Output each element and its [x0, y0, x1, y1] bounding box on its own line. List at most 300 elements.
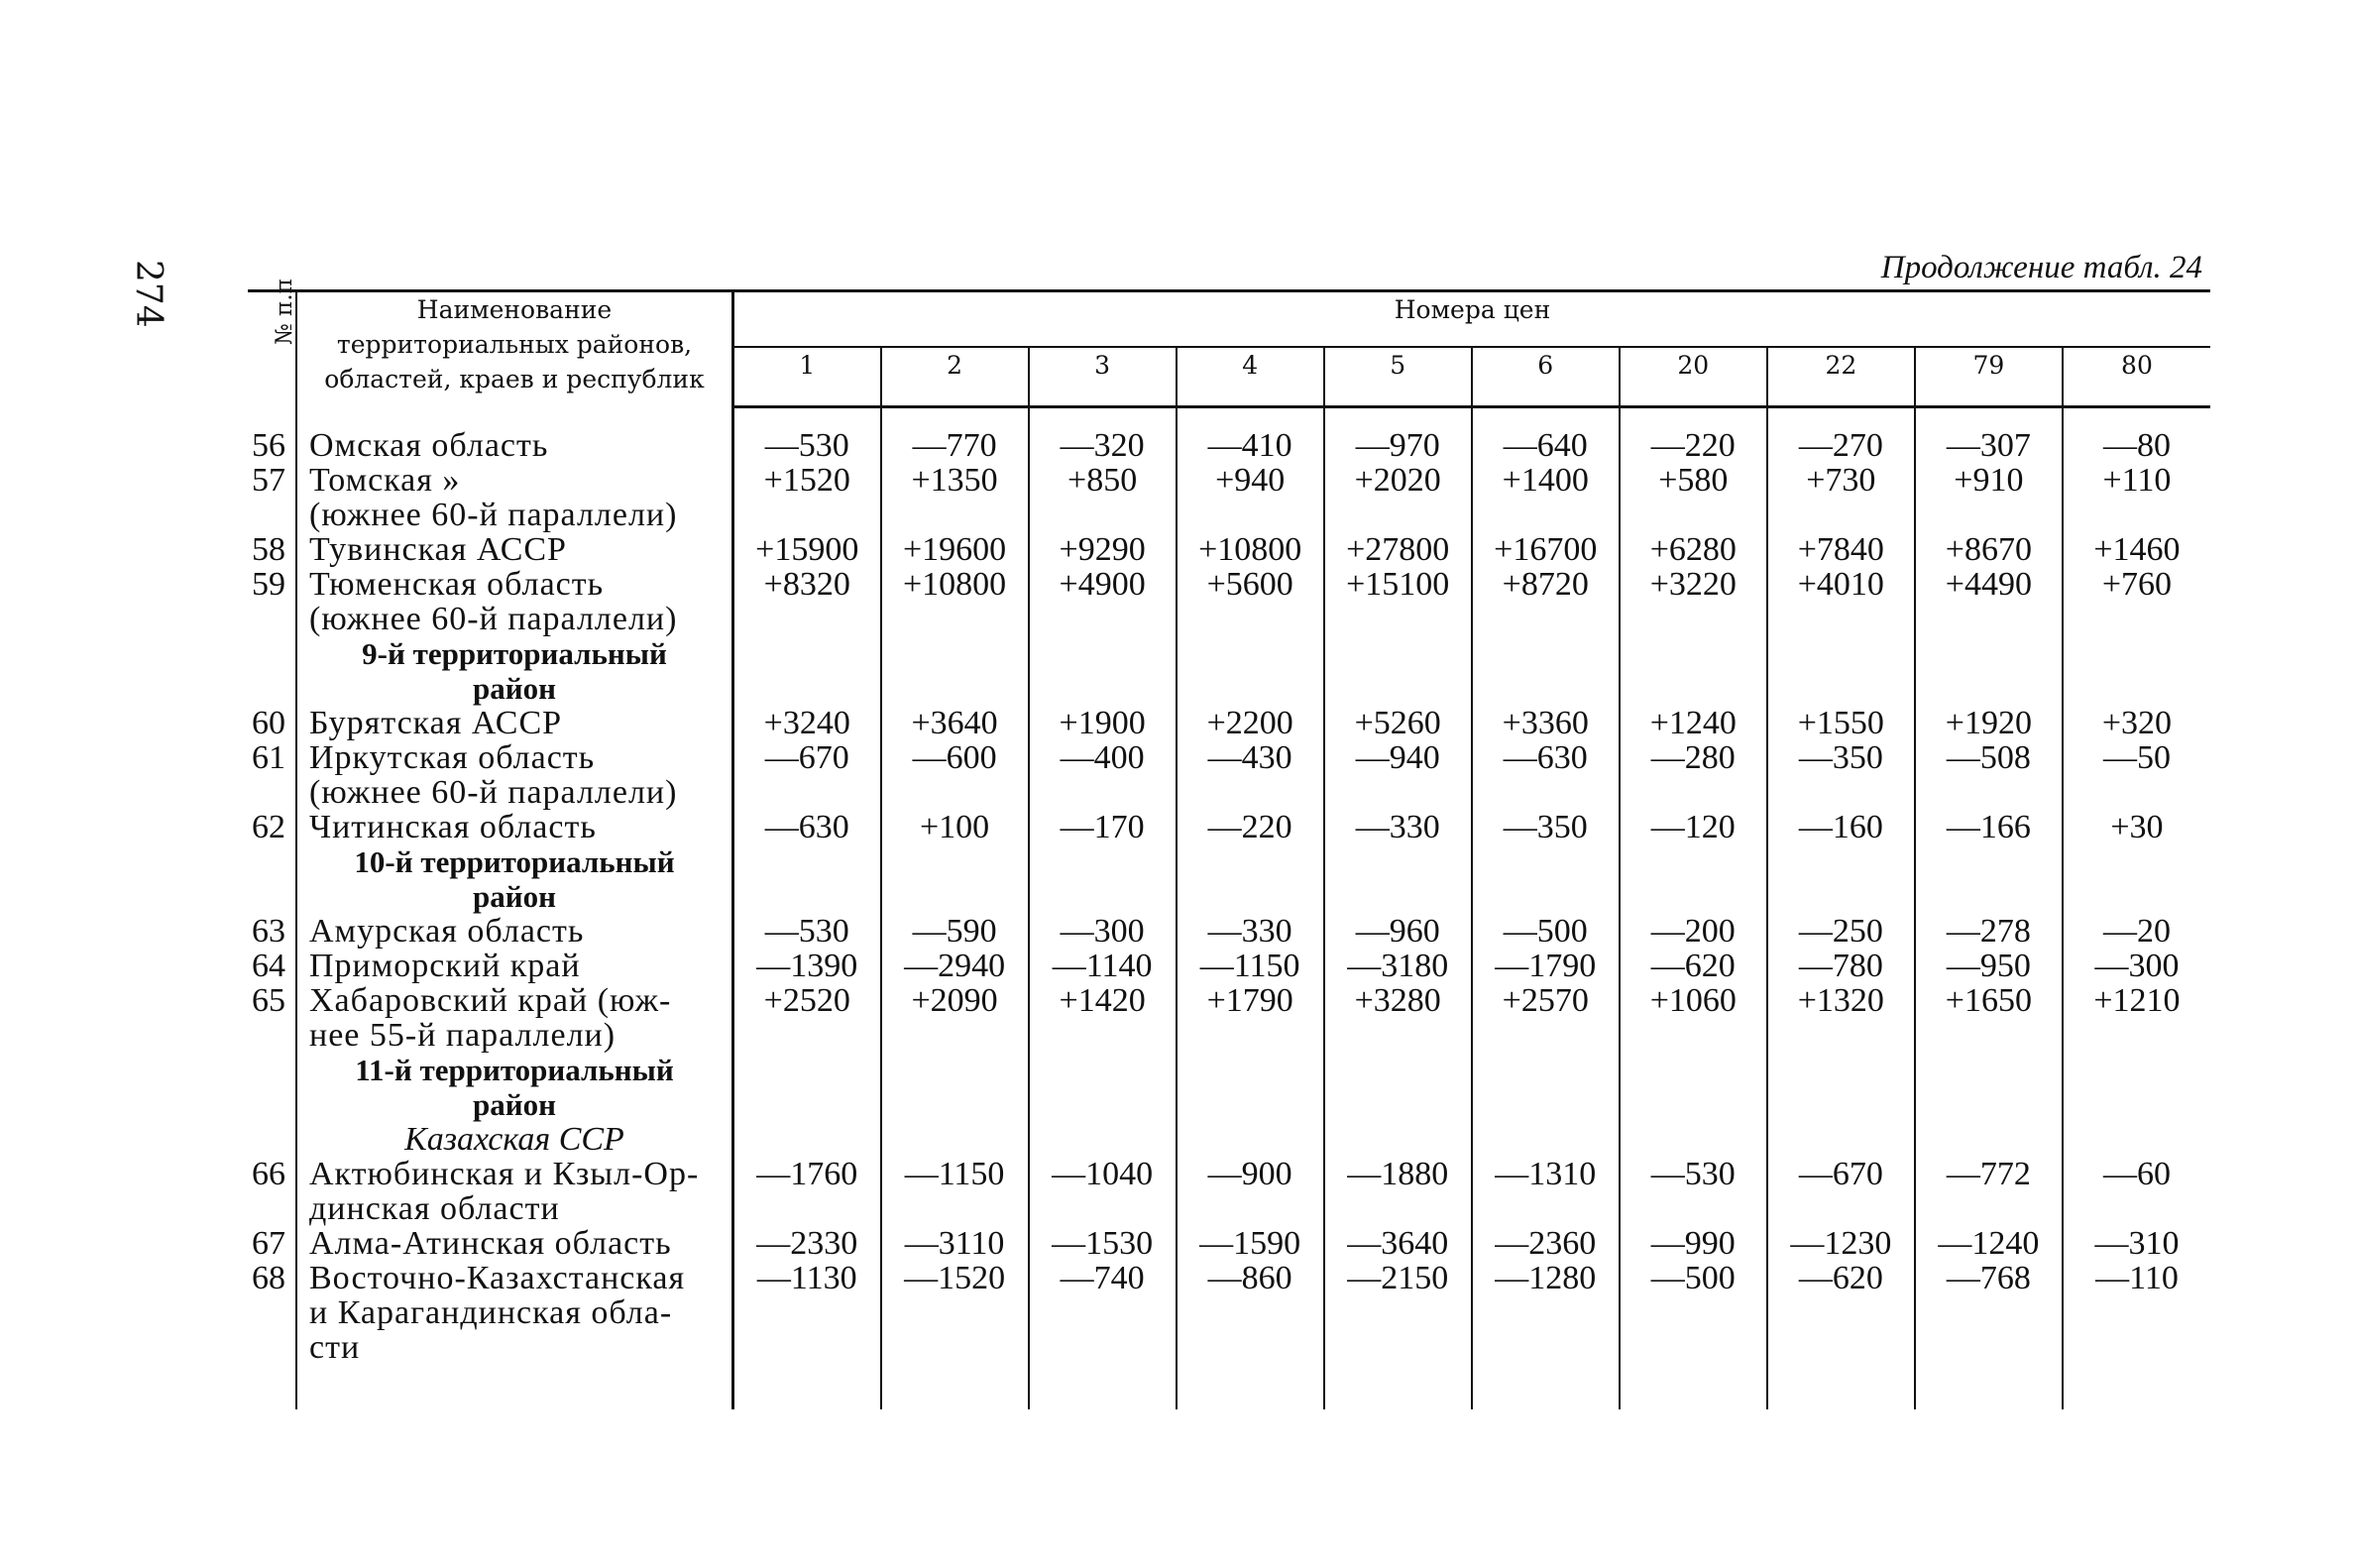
value-cell	[2063, 602, 2210, 636]
table-row	[248, 740, 2210, 775]
value-cell	[1620, 671, 1767, 706]
region-name: Тюменская область	[296, 567, 733, 602]
table-row	[248, 914, 2210, 949]
value-cell: —2150	[1324, 1261, 1472, 1295]
value-cell	[1915, 775, 2063, 810]
value-cell	[1177, 844, 1324, 879]
value-cell: —3180	[1324, 949, 1472, 983]
value-cell	[1620, 1191, 1767, 1226]
table-row	[248, 983, 2210, 1018]
row-number: 60	[248, 706, 296, 740]
value-cell: +1320	[1767, 983, 1915, 1018]
value-cell: —410	[1177, 428, 1324, 463]
value-cell	[733, 1122, 881, 1157]
region-name: Амурская область	[296, 914, 733, 949]
table-row	[248, 671, 2210, 706]
value-cell: —120	[1620, 810, 1767, 844]
value-cell: +5260	[1324, 706, 1472, 740]
value-cell	[1915, 1053, 2063, 1087]
value-cell: +2200	[1177, 706, 1324, 740]
row-number	[248, 602, 296, 636]
spacer-cell	[881, 407, 1029, 429]
value-cell	[1324, 1087, 1472, 1122]
value-cell: +1060	[1620, 983, 1767, 1018]
value-cell	[733, 1191, 881, 1226]
value-cell: —670	[1767, 1157, 1915, 1191]
table-row	[248, 428, 2210, 463]
value-cell	[1472, 1053, 1620, 1087]
value-cell	[1767, 1087, 1915, 1122]
row-number	[248, 1087, 296, 1122]
row-number	[248, 1295, 296, 1330]
value-cell: +3280	[1324, 983, 1472, 1018]
value-cell	[881, 1191, 1029, 1226]
table-row	[248, 810, 2210, 844]
row-number	[248, 775, 296, 810]
spacer-cell	[1324, 407, 1472, 429]
value-cell: +100	[881, 810, 1029, 844]
value-cell: —400	[1029, 740, 1177, 775]
value-cell	[1029, 1330, 1177, 1365]
row-number	[248, 498, 296, 532]
value-cell	[1620, 602, 1767, 636]
value-cell	[1472, 498, 1620, 532]
value-cell: —740	[1029, 1261, 1177, 1295]
value-cell	[881, 1087, 1029, 1122]
value-cell	[1767, 1295, 1915, 1330]
spacer-cell	[1324, 1365, 1472, 1409]
spacer-cell	[1915, 1365, 2063, 1409]
row-number: 65	[248, 983, 296, 1018]
value-cell	[1767, 1330, 1915, 1365]
value-cell	[1324, 1018, 1472, 1053]
row-number: 67	[248, 1226, 296, 1261]
value-cell: —20	[2063, 914, 2210, 949]
value-cell	[1177, 1053, 1324, 1087]
value-cell: —500	[1620, 1261, 1767, 1295]
value-cell: —1530	[1029, 1226, 1177, 1261]
value-cell	[1620, 1018, 1767, 1053]
spacer-cell	[1177, 407, 1324, 429]
value-cell	[1029, 775, 1177, 810]
value-cell	[733, 1330, 881, 1365]
value-cell: —780	[1767, 949, 1915, 983]
value-cell: +3640	[881, 706, 1029, 740]
value-cell: —3640	[1324, 1226, 1472, 1261]
value-cell: —630	[1472, 740, 1620, 775]
spacer-cell	[1620, 1365, 1767, 1409]
value-cell	[733, 844, 881, 879]
value-cell: +5600	[1177, 567, 1324, 602]
value-cell: +2020	[1324, 463, 1472, 498]
value-cell: —60	[2063, 1157, 2210, 1191]
value-cell	[1177, 1330, 1324, 1365]
header-price-number: 20	[1620, 347, 1767, 407]
value-cell: —768	[1915, 1261, 2063, 1295]
value-cell	[1767, 1122, 1915, 1157]
spacer-cell	[1915, 407, 2063, 429]
value-cell: +1240	[1620, 706, 1767, 740]
region-name: нее 55-й параллели)	[296, 1018, 733, 1053]
value-cell: —300	[1029, 914, 1177, 949]
value-cell	[1029, 602, 1177, 636]
region-name: (южнее 60-й параллели)	[296, 602, 733, 636]
section-heading: район	[296, 1087, 733, 1122]
value-cell	[1767, 1191, 1915, 1226]
value-cell	[1767, 775, 1915, 810]
row-number: 63	[248, 914, 296, 949]
value-cell: —330	[1324, 810, 1472, 844]
value-cell	[1177, 879, 1324, 914]
value-cell	[1177, 498, 1324, 532]
spacer-cell	[2063, 407, 2210, 429]
value-cell	[1620, 1087, 1767, 1122]
spacer-cell	[1177, 1365, 1324, 1409]
subsection-heading: Казахская ССР	[296, 1122, 733, 1157]
region-name: динская области	[296, 1191, 733, 1226]
value-cell: —590	[881, 914, 1029, 949]
value-cell	[1177, 1191, 1324, 1226]
value-cell: —990	[1620, 1226, 1767, 1261]
value-cell	[881, 1018, 1029, 1053]
value-cell: +30	[2063, 810, 2210, 844]
value-cell	[1472, 1330, 1620, 1365]
value-cell: —1280	[1472, 1261, 1620, 1295]
table-row	[248, 775, 2210, 810]
value-cell	[1767, 1018, 1915, 1053]
spacer-cell	[733, 1365, 881, 1409]
value-cell	[733, 879, 881, 914]
value-cell	[1915, 602, 2063, 636]
value-cell	[733, 1087, 881, 1122]
value-cell: —3110	[881, 1226, 1029, 1261]
spacer-cell	[881, 1365, 1029, 1409]
value-cell	[1177, 775, 1324, 810]
region-name: Бурятская АССР	[296, 706, 733, 740]
row-number	[248, 1053, 296, 1087]
value-cell	[1177, 1087, 1324, 1122]
value-cell: —530	[764, 427, 849, 464]
value-cell: +1210	[2063, 983, 2210, 1018]
spacer-cell	[2063, 1365, 2210, 1409]
value-cell: +2520	[763, 982, 850, 1019]
value-cell	[1472, 1295, 1620, 1330]
value-cell	[1767, 1053, 1915, 1087]
table-row	[248, 1330, 2210, 1365]
table-row	[248, 1053, 2210, 1087]
value-cell: —1150	[881, 1157, 1029, 1191]
value-cell	[881, 844, 1029, 879]
row-number	[248, 1018, 296, 1053]
value-cell: —1040	[1029, 1157, 1177, 1191]
value-cell	[1177, 1018, 1324, 1053]
value-cell	[1472, 775, 1620, 810]
value-cell: +110	[2063, 463, 2210, 498]
value-cell: —110	[2063, 1261, 2210, 1295]
value-cell: —1590	[1177, 1226, 1324, 1261]
spacer-cell	[1029, 1365, 1177, 1409]
value-cell	[1324, 1053, 1472, 1087]
section-heading: 9-й территориальный	[296, 636, 733, 671]
price-table	[248, 278, 2210, 1409]
value-cell	[1472, 1087, 1620, 1122]
section-heading: 10-й территориальный	[296, 844, 733, 879]
value-cell: +10800	[881, 567, 1029, 602]
value-cell	[2063, 1330, 2210, 1365]
table-row	[248, 1122, 2210, 1157]
value-cell: +4010	[1767, 567, 1915, 602]
value-cell: +16700	[1472, 532, 1620, 567]
value-cell: —320	[1029, 428, 1177, 463]
table-row	[248, 498, 2210, 532]
table-row	[248, 1295, 2210, 1330]
value-cell: +3240	[763, 705, 850, 741]
value-cell	[1324, 671, 1472, 706]
value-cell: +1350	[881, 463, 1029, 498]
value-cell: —2940	[881, 949, 1029, 983]
value-cell: +4490	[1915, 567, 2063, 602]
value-cell: +1460	[2063, 532, 2210, 567]
value-cell: —600	[881, 740, 1029, 775]
value-cell: +19600	[881, 532, 1029, 567]
value-cell	[1472, 671, 1620, 706]
value-cell: +15100	[1324, 567, 1472, 602]
header-price-number: 22	[1767, 347, 1915, 407]
value-cell	[2063, 1018, 2210, 1053]
value-cell: +2090	[881, 983, 1029, 1018]
value-cell	[1767, 844, 1915, 879]
value-cell	[1915, 1087, 2063, 1122]
value-cell	[1472, 1018, 1620, 1053]
value-cell: —1760	[756, 1156, 858, 1192]
value-cell: +580	[1620, 463, 1767, 498]
value-cell	[733, 1053, 881, 1087]
row-number: 61	[248, 740, 296, 775]
value-cell	[1620, 1122, 1767, 1157]
value-cell	[1472, 844, 1620, 879]
value-cell	[1472, 602, 1620, 636]
row-number: 64	[248, 949, 296, 983]
page-number: 274	[128, 260, 168, 328]
table-row	[248, 567, 2210, 602]
region-name: (южнее 60-й параллели)	[296, 775, 733, 810]
value-cell: —960	[1324, 914, 1472, 949]
value-cell: +3360	[1472, 706, 1620, 740]
spacer-cell	[1767, 1365, 1915, 1409]
value-cell	[1029, 844, 1177, 879]
table-body	[248, 407, 2210, 1410]
value-cell: —310	[2063, 1226, 2210, 1261]
value-cell	[1324, 1191, 1472, 1226]
value-cell	[1472, 636, 1620, 671]
value-cell	[2063, 844, 2210, 879]
value-cell: —50	[2063, 740, 2210, 775]
value-cell: +1550	[1767, 706, 1915, 740]
region-name: Тувинская АССР	[296, 532, 733, 567]
value-cell	[1767, 636, 1915, 671]
value-cell: +1400	[1472, 463, 1620, 498]
value-cell	[1915, 1295, 2063, 1330]
value-cell	[733, 671, 881, 706]
value-cell	[881, 1295, 1029, 1330]
value-cell	[1915, 1191, 2063, 1226]
region-name: Алма-Атинская область	[296, 1226, 733, 1261]
value-cell	[1915, 498, 2063, 532]
header-name: Наименование территориальных районов, областей, краев и республик	[296, 291, 733, 407]
value-cell: +1920	[1915, 706, 2063, 740]
value-cell	[1029, 1191, 1177, 1226]
table-row	[248, 844, 2210, 879]
spacer-cell	[248, 1365, 296, 1409]
value-cell: —670	[764, 739, 849, 776]
row-number: 66	[248, 1157, 296, 1191]
region-name: (южнее 60-й параллели)	[296, 498, 733, 532]
value-cell	[1029, 671, 1177, 706]
value-cell: —860	[1177, 1261, 1324, 1295]
row-number	[248, 671, 296, 706]
value-cell	[1324, 1122, 1472, 1157]
value-cell: —940	[1324, 740, 1472, 775]
header-price-number: 5	[1324, 347, 1472, 407]
value-cell	[1324, 844, 1472, 879]
value-cell	[1915, 879, 2063, 914]
value-cell	[1915, 1018, 2063, 1053]
value-cell: —530	[764, 913, 849, 950]
value-cell: —350	[1472, 810, 1620, 844]
value-cell: —270	[1767, 428, 1915, 463]
header-price-number: 80	[2063, 347, 2210, 407]
table-row	[248, 463, 2210, 498]
row-number	[248, 636, 296, 671]
value-cell: +1900	[1029, 706, 1177, 740]
section-heading: 11-й территориальный	[296, 1053, 733, 1087]
table-row	[248, 1191, 2210, 1226]
value-cell	[733, 1295, 881, 1330]
value-cell	[1620, 1295, 1767, 1330]
value-cell	[1324, 775, 1472, 810]
header-price-number: 79	[1915, 347, 2063, 407]
value-cell: —1790	[1472, 949, 1620, 983]
table-row	[248, 1261, 2210, 1295]
value-cell	[1620, 636, 1767, 671]
row-number	[248, 1122, 296, 1157]
value-cell	[1915, 1122, 2063, 1157]
header-price-number: 4	[1177, 347, 1324, 407]
value-cell: —220	[1620, 428, 1767, 463]
value-cell	[1767, 879, 1915, 914]
value-cell	[881, 602, 1029, 636]
value-cell: —530	[1620, 1157, 1767, 1191]
table-row	[248, 1157, 2210, 1191]
spacer-cell	[248, 407, 296, 429]
value-cell: —350	[1767, 740, 1915, 775]
row-number	[248, 844, 296, 879]
value-cell: +1790	[1177, 983, 1324, 1018]
header-no: № п.п	[248, 291, 296, 407]
spacer-cell	[1767, 407, 1915, 429]
value-cell	[2063, 1087, 2210, 1122]
value-cell	[2063, 1122, 2210, 1157]
value-cell	[2063, 1295, 2210, 1330]
value-cell	[2063, 1053, 2210, 1087]
value-cell	[2063, 498, 2210, 532]
value-cell	[1177, 636, 1324, 671]
value-cell	[1177, 671, 1324, 706]
value-cell: —1150	[1177, 949, 1324, 983]
region-name: Приморский край	[296, 949, 733, 983]
value-cell: +2570	[1472, 983, 1620, 1018]
value-cell: —1390	[756, 948, 858, 984]
spacer-cell	[1472, 1365, 1620, 1409]
value-cell	[1324, 1330, 1472, 1365]
value-cell	[881, 498, 1029, 532]
value-cell	[1915, 1330, 2063, 1365]
value-cell	[1324, 602, 1472, 636]
value-cell: +910	[1915, 463, 2063, 498]
row-number: 59	[248, 567, 296, 602]
value-cell	[1472, 879, 1620, 914]
value-cell	[2063, 636, 2210, 671]
table-row	[248, 879, 2210, 914]
value-cell	[733, 602, 881, 636]
value-cell	[1029, 1053, 1177, 1087]
region-name: и Карагандинская обла-	[296, 1295, 733, 1330]
value-cell	[1620, 844, 1767, 879]
value-cell	[1915, 636, 2063, 671]
value-cell	[1915, 671, 2063, 706]
value-cell	[1324, 1295, 1472, 1330]
value-cell	[881, 775, 1029, 810]
value-cell: —80	[2063, 428, 2210, 463]
value-cell	[733, 1018, 881, 1053]
value-cell: —2330	[756, 1225, 858, 1262]
row-number: 57	[248, 463, 296, 498]
value-cell	[1620, 1053, 1767, 1087]
row-number: 62	[248, 810, 296, 844]
value-cell	[1029, 636, 1177, 671]
value-cell: +1650	[1915, 983, 2063, 1018]
region-name: Читинская область	[296, 810, 733, 844]
value-cell	[1177, 602, 1324, 636]
value-cell: —900	[1177, 1157, 1324, 1191]
value-cell: —508	[1915, 740, 2063, 775]
value-cell: +6280	[1620, 532, 1767, 567]
value-cell	[1029, 1122, 1177, 1157]
value-cell	[881, 636, 1029, 671]
table-row	[248, 949, 2210, 983]
spacer-cell	[733, 407, 881, 429]
table-continuation-caption: Продолжение табл. 24	[1880, 250, 2202, 285]
row-number	[248, 879, 296, 914]
value-cell: —280	[1620, 740, 1767, 775]
spacer-cell	[296, 407, 733, 429]
row-number: 68	[248, 1261, 296, 1295]
value-cell	[1767, 602, 1915, 636]
value-cell: —620	[1767, 1261, 1915, 1295]
header-price-number: 6	[1472, 347, 1620, 407]
table-row	[248, 1018, 2210, 1053]
value-cell	[1767, 498, 1915, 532]
region-name: Иркутская область	[296, 740, 733, 775]
header-price-group: Номера цен	[733, 291, 2211, 348]
value-cell	[1767, 671, 1915, 706]
value-cell: —950	[1915, 949, 2063, 983]
value-cell	[2063, 671, 2210, 706]
value-cell: —770	[881, 428, 1029, 463]
value-cell	[1620, 879, 1767, 914]
value-cell	[881, 1122, 1029, 1157]
value-cell	[881, 879, 1029, 914]
